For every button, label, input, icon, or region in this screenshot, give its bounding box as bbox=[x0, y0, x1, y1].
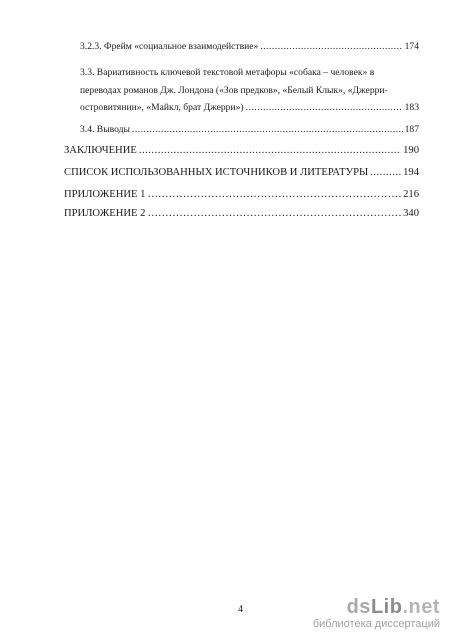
toc-leader bbox=[260, 41, 402, 52]
toc-entry-page: 190 bbox=[403, 145, 419, 156]
toc-entry-3-4[interactable] bbox=[80, 124, 419, 135]
toc-entry-appendix-2[interactable] bbox=[64, 208, 419, 219]
toc-entry-3-3-line3[interactable] bbox=[80, 102, 419, 113]
watermark-logo-ds: ds bbox=[346, 596, 371, 618]
toc-entry-page: 216 bbox=[403, 189, 419, 200]
toc-entry-3-2-3[interactable] bbox=[80, 41, 419, 52]
toc-entry-title: ЗАКЛЮЧЕНИЕ bbox=[64, 145, 137, 156]
page-number: 4 bbox=[238, 604, 243, 615]
toc-leader bbox=[132, 124, 403, 135]
toc-leader bbox=[370, 167, 401, 178]
toc-entry-references[interactable] bbox=[64, 167, 419, 178]
toc-entry-page: 183 bbox=[404, 102, 419, 113]
toc-entry-title: СПИСОК ИСПОЛЬЗОВАННЫХ ИСТОЧНИКОВ И ЛИТЕРАТУРЫ bbox=[64, 167, 369, 178]
toc-entry-3-3-line2[interactable]: переводах романов Дж. Лондона («Зов предков», «Белый Клык», «Джерри- bbox=[80, 85, 388, 96]
watermark bbox=[313, 597, 440, 630]
toc-entry-page: 174 bbox=[404, 41, 419, 52]
watermark-logo-lib: Lib bbox=[370, 596, 403, 618]
toc-leader bbox=[147, 208, 401, 219]
toc-entry-page: 194 bbox=[403, 167, 419, 178]
toc-leader bbox=[147, 189, 401, 200]
toc-entry-3-3-line1[interactable]: 3.3. Вариативность ключевой текстовой метафоры «собака – человек» в bbox=[80, 67, 375, 78]
toc-entry-title: ПРИЛОЖЕНИЕ 2 bbox=[64, 208, 146, 219]
watermark-tagline: библиотека диссертаций bbox=[312, 618, 440, 630]
toc-leader bbox=[246, 102, 403, 113]
watermark-logo bbox=[313, 597, 440, 617]
toc-entry-appendix-1[interactable] bbox=[64, 189, 419, 200]
toc-entry-title: 3.4. Выводы bbox=[80, 124, 130, 135]
watermark-logo-net: .net bbox=[402, 596, 440, 618]
toc-entry-conclusion[interactable] bbox=[64, 145, 419, 156]
toc-entry-title: островитянин», «Майкл, брат Джерри») bbox=[80, 102, 244, 113]
toc-leader bbox=[139, 145, 401, 156]
toc-entry-title: ПРИЛОЖЕНИЕ 1 bbox=[64, 189, 146, 200]
toc-entry-page: 187 bbox=[404, 124, 419, 135]
toc-entry-page: 340 bbox=[403, 208, 419, 219]
toc-entry-title: 3.2.3. Фрейм «социальное взаимодействие» bbox=[80, 41, 259, 52]
